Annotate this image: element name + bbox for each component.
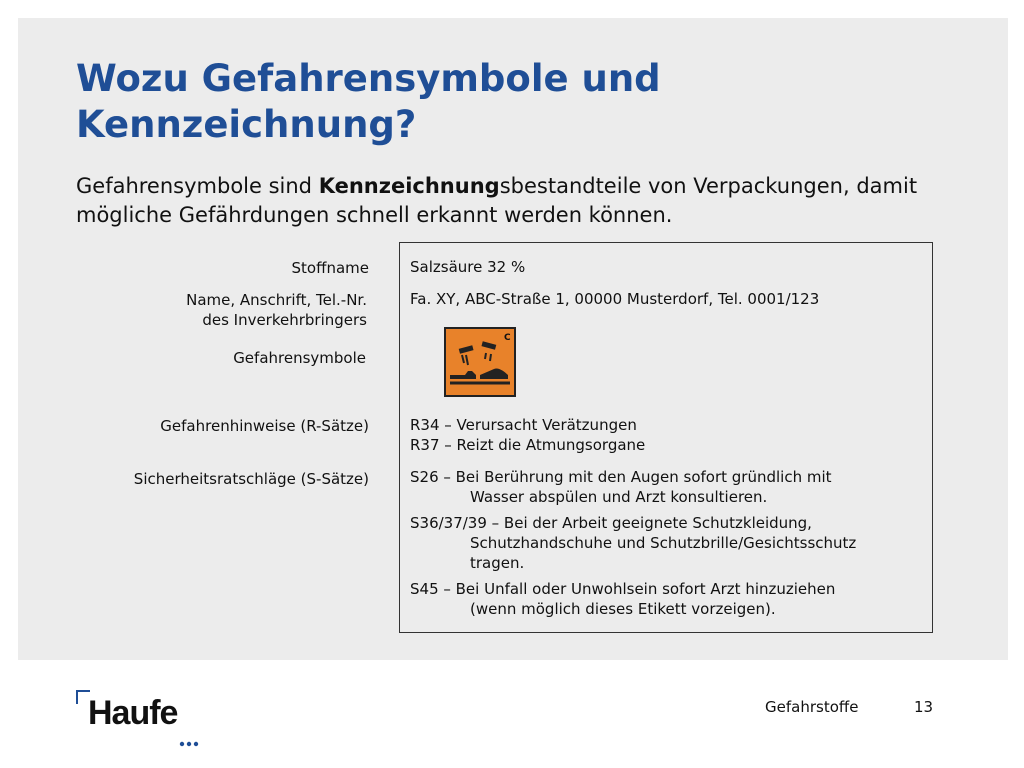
label-gefahrensymbole: Gefahrensymbole (233, 349, 366, 367)
logo-wordmark: Haufe (88, 694, 178, 732)
intro-text-start: Gefahrensymbole sind (76, 174, 319, 198)
intro-text-end: sbestandteile von Verpackungen, damit mögliche Gefährdungen schnell erkannt werden können. (76, 174, 918, 227)
page-number: 13 (914, 698, 934, 716)
symbol-letter: C (504, 333, 511, 343)
s-satz-26-line2: Wasser abspülen und Arzt konsultieren. (470, 488, 768, 506)
s-satz-45-line1: S45 – Bei Unfall oder Unwohlsein sofort Arzt hinzuziehen (410, 580, 836, 598)
corrosive-symbol-icon (444, 327, 516, 397)
etikett-anschrift: Fa. XY, ABC-Straße 1, 00000 Musterdorf, Tel. 0001/123 (410, 290, 820, 308)
s-satz-36-line3: tragen. (470, 554, 525, 572)
haufe-logo (76, 690, 206, 750)
s-satz-26-line1: S26 – Bei Berührung mit den Augen sofort gründlich mit (410, 468, 832, 486)
s-satz-36-line2: Schutzhandschuhe und Schutzbrille/Gesichtsschutz (470, 534, 857, 552)
s-satz-36-line1: S36/37/39 – Bei der Arbeit geeignete Schutzkleidung, (410, 514, 812, 532)
r-satz-37: R37 – Reizt die Atmungsorgane (410, 436, 646, 454)
label-stoffname: Stoffname (291, 259, 369, 277)
s-satz-45-line2: (wenn möglich dieses Etikett vorzeigen). (470, 600, 776, 618)
label-anschrift-line1: Name, Anschrift, Tel.-Nr. (186, 291, 367, 309)
intro-text-bold: Kennzeichnung (318, 174, 500, 198)
etikett-stoffname: Salzsäure 32 % (410, 258, 526, 276)
label-anschrift-line2: des Inverkehrbringers (202, 311, 367, 329)
s-satz-45 (410, 579, 920, 619)
s-satz-26 (410, 467, 920, 507)
s-satz-36-37-39 (410, 513, 920, 573)
label-s-saetze: Sicherheitsratschläge (S-Sätze) (133, 470, 369, 488)
label-anschrift (120, 290, 367, 330)
footer-section: Gefahrstoffe (765, 698, 859, 716)
hazard-label-box (399, 242, 933, 633)
r-satz-34: R34 – Verursacht Verätzungen (410, 416, 637, 434)
intro-text (76, 172, 956, 230)
slide-title: Wozu Gefahrensymbole und Kennzeichnung? (76, 57, 661, 146)
label-r-saetze: Gefahrenhinweise (R-Sätze) (160, 417, 369, 435)
